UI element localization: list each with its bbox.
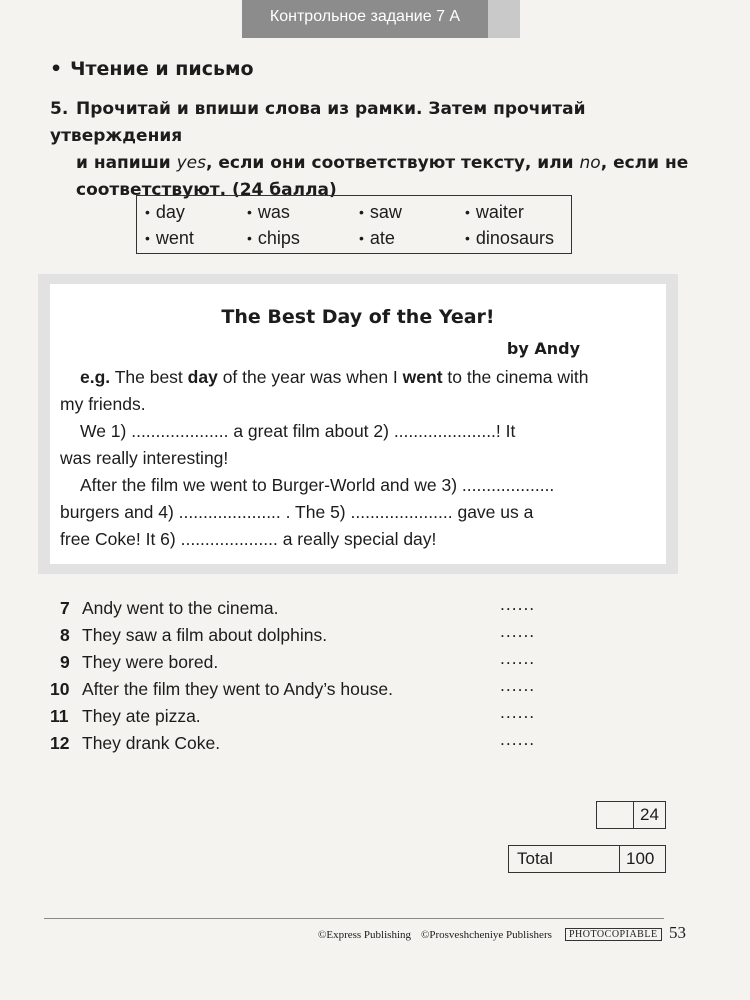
- score-box: [596, 801, 666, 829]
- total-points: 100: [626, 849, 655, 868]
- photocopiable-badge: PHOTOCOPIABLE: [565, 928, 662, 941]
- bullet-icon: •: [247, 230, 252, 246]
- task-no: no: [579, 153, 601, 173]
- story-example-paragraph: [60, 364, 656, 418]
- score-points: 24: [640, 805, 659, 824]
- word-item: [465, 228, 554, 249]
- footer-publisher-2: ©Prosveshcheniye Publishers: [421, 929, 552, 941]
- section-title: [50, 58, 254, 80]
- task-yes: yes: [176, 153, 206, 173]
- answer-blank[interactable]: ......: [500, 621, 536, 641]
- footer-publisher-1: ©Express Publishing: [318, 929, 412, 941]
- answer-blank[interactable]: ......: [500, 594, 536, 614]
- bullet-icon: •: [359, 204, 364, 220]
- task-line-3: соответствуют. (24 балла): [76, 180, 337, 200]
- statement-text: Andy went to the cinema.: [82, 598, 279, 618]
- word-item: [247, 202, 290, 223]
- total-divider: [619, 846, 620, 872]
- statement-text: After the film they went to Andy’s house.: [82, 679, 393, 699]
- task-line-1: Прочитай и впиши слова из рамки. Затем прочитай утверждения: [50, 99, 586, 146]
- word-item: [145, 202, 185, 223]
- statement-number: 11: [50, 706, 69, 726]
- story-p2-line-3: free Coke! It 6) .................... a really special day!: [60, 529, 437, 549]
- story-p1-line-2: was really interesting!: [60, 448, 229, 468]
- total-box: [508, 845, 666, 873]
- word-item: [359, 228, 395, 249]
- story-title: The Best Day of the Year!: [221, 306, 495, 328]
- task-number: 5.: [50, 99, 69, 119]
- statement-text: They drank Coke.: [82, 733, 221, 753]
- reading-text-panel: [50, 284, 666, 564]
- statement-text: They ate pizza.: [82, 706, 201, 726]
- statement-item: [50, 702, 570, 733]
- footer-rule: [44, 918, 664, 919]
- bullet-icon: •: [247, 204, 252, 220]
- bullet-icon: •: [465, 204, 470, 220]
- answer-blank[interactable]: ......: [500, 648, 536, 668]
- task-line-2b: , если они соответствуют тексту, или: [205, 153, 580, 173]
- story-p1-line-1: We 1) .................... a great film about 2) .....................! It: [80, 421, 516, 441]
- word-went: went: [155, 228, 194, 248]
- page-header-bar: [242, 0, 488, 38]
- statement-number: 12: [50, 733, 70, 753]
- word-was: was: [257, 202, 290, 222]
- word-waiter: waiter: [475, 202, 524, 222]
- word-ate: ate: [369, 228, 395, 248]
- statement-number: 8: [60, 625, 70, 645]
- statement-number: 10: [50, 679, 70, 699]
- answer-blank[interactable]: ......: [500, 702, 536, 722]
- example-word-went: went: [402, 367, 443, 387]
- page-header-title: Контрольное задание 7 A: [269, 8, 461, 25]
- total-label: Total: [517, 849, 553, 868]
- example-label: e.g.: [80, 367, 111, 387]
- bullet-icon: •: [145, 204, 150, 220]
- word-item: [359, 202, 402, 223]
- task-instructions: [50, 96, 690, 204]
- example-text-3: to the cinema with: [442, 367, 589, 387]
- bullet-icon: •: [50, 58, 63, 80]
- answer-blank[interactable]: ......: [500, 675, 536, 695]
- statement-number: 9: [60, 652, 70, 672]
- word-chips: chips: [257, 228, 300, 248]
- story-author: by Andy: [506, 339, 580, 358]
- section-title-text: Чтение и письмо: [70, 58, 254, 80]
- task-line-2a: и напиши: [76, 153, 177, 173]
- bullet-icon: •: [465, 230, 470, 246]
- answer-blank[interactable]: ......: [500, 729, 536, 749]
- footer-credits: [318, 929, 562, 941]
- statement-item: [50, 675, 570, 706]
- word-item: [145, 228, 194, 249]
- example-text-2: of the year was when I: [217, 367, 403, 387]
- word-item: [465, 202, 524, 223]
- task-line-2c: , если не: [600, 153, 689, 173]
- page-number: 53: [669, 923, 686, 942]
- score-divider: [633, 802, 634, 828]
- story-paragraph-2: [60, 472, 656, 553]
- example-text-1: The best: [110, 367, 188, 387]
- bullet-icon: •: [359, 230, 364, 246]
- story-p2-line-2: burgers and 4) ..................... . The 5) ..................... gave us a: [60, 502, 534, 522]
- statement-text: They were bored.: [82, 652, 219, 672]
- word-item: [247, 228, 300, 249]
- statement-number: 7: [60, 598, 70, 618]
- word-dinosaurs: dinosaurs: [475, 228, 554, 248]
- example-word-day: day: [187, 367, 218, 387]
- word-box: [136, 195, 572, 254]
- word-day: day: [155, 202, 185, 222]
- story-paragraph-1: [60, 418, 656, 472]
- statement-text: They saw a film about dolphins.: [82, 625, 328, 645]
- task-line-2: [50, 150, 690, 177]
- word-saw: saw: [369, 202, 402, 222]
- header-tab: [488, 0, 520, 38]
- story-p2-line-1: After the film we went to Burger-World and we 3) ...................: [80, 475, 555, 495]
- bullet-icon: •: [145, 230, 150, 246]
- statement-item: [50, 729, 570, 760]
- example-text-4: my friends.: [60, 394, 146, 414]
- reading-text-frame: [38, 274, 678, 574]
